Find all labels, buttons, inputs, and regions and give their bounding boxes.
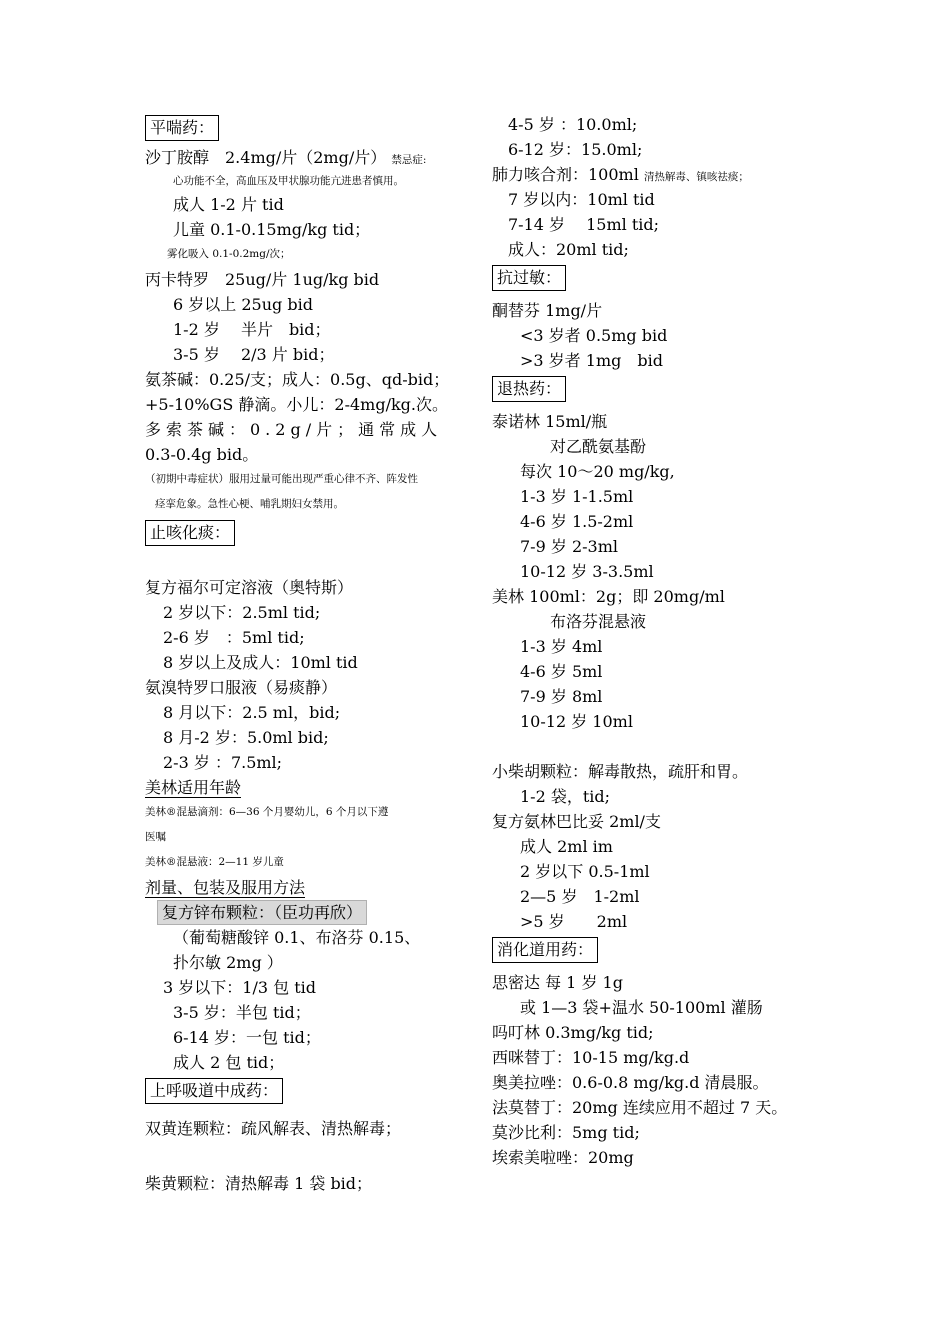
feili-adult: 成人：20ml tid; bbox=[508, 240, 629, 259]
overdose-note-2: 痉挛危象。急性心梗、哺乳期妇女禁用。 bbox=[155, 498, 344, 510]
tylenol-drug: 对乙酰氨基酚 bbox=[550, 437, 647, 456]
aminophylline-line-1: 氨茶碱：0.25/支；成人：0.5g、qd-bid； bbox=[145, 370, 450, 389]
ami-over-5: >5 岁 2ml bbox=[520, 912, 628, 931]
feili-line: 肺力咳合剂：100ml 清热解毒、镇咳祛痰； bbox=[492, 165, 749, 184]
zinc-adult: 成人 2 包 tid； bbox=[173, 1053, 285, 1072]
ami-adult: 成人 2ml im bbox=[520, 837, 613, 856]
pholcodine-title: 复方福尔可定溶液（奥特斯） bbox=[145, 578, 354, 597]
section-heading-antiallergy: 抗过敏： bbox=[492, 265, 566, 291]
motrin-suspension-age: 美林®混悬液：2—11 岁儿童 bbox=[145, 856, 284, 868]
feili-7-14: 7-14 岁 15ml tid; bbox=[508, 215, 660, 234]
aminophenazone: 复方氨林巴比妥 2ml/支 bbox=[492, 812, 661, 831]
salbutamol-child-dose: 儿童 0.1-0.15mg/kg tid； bbox=[173, 220, 371, 239]
zinc-composition-1: （葡萄糖酸锌 0.1、布洛芬 0.15、 bbox=[173, 928, 421, 947]
ketotifen: 酮替芬 1mg/片 bbox=[492, 301, 603, 320]
left-column bbox=[145, 112, 475, 1196]
section-heading-antipyretic: 退热药： bbox=[492, 376, 566, 402]
procaterol-1-2: 1-2 岁 半片 bid； bbox=[173, 320, 331, 339]
ambroxol-2-3: 2-3 岁 ：7.5ml; bbox=[163, 753, 283, 772]
ketotifen-over-3: >3 岁者 1mg bid bbox=[520, 351, 663, 370]
smecta-enema: 或 1—3 袋+温水 50-100ml 灌肠 bbox=[520, 998, 763, 1017]
tylenol-7-9: 7-9 岁 2-3ml bbox=[520, 537, 618, 556]
ambroxol-title: 氨溴特罗口服液（易痰静） bbox=[145, 678, 338, 697]
shuanghuanglian: 双黄连颗粒：疏风解表、清热解毒； bbox=[145, 1119, 402, 1138]
zinc-title: 复方锌布颗粒：（臣功再欣） bbox=[157, 900, 367, 925]
section-heading-digestive: 消化道用药： bbox=[492, 937, 598, 963]
motrin-10-12: 10-12 岁 10ml bbox=[520, 712, 633, 731]
procaterol-6plus: 6 岁以上 25ug bid bbox=[173, 295, 313, 314]
procaterol-3-5: 3-5 岁 2/3 片 bid； bbox=[173, 345, 335, 364]
pholcodine-under-2: 2 岁以下：2.5ml tid; bbox=[163, 603, 321, 622]
r-4-5: 4-5 岁 ：10.0ml; bbox=[508, 115, 638, 134]
tylenol: 泰诺林 15ml/瓶 bbox=[492, 412, 608, 431]
motrin-drops-age: 美林®混悬滴剂：6—36 个月婴幼儿，6 个月以下遵 bbox=[145, 806, 389, 818]
zinc-3-5: 3-5 岁：半包 tid； bbox=[173, 1003, 311, 1022]
procaterol-line: 丙卡特罗 25ug/片 1ug/kg bid bbox=[145, 270, 380, 289]
esomeprazole: 埃索美啦唑：20mg bbox=[492, 1148, 634, 1167]
motrin: 美林 100ml：2g；即 20mg/ml bbox=[492, 587, 725, 606]
tylenol-10-12: 10-12 岁 3-3.5ml bbox=[520, 562, 654, 581]
pholcodine-8-plus: 8 岁以上及成人：10ml tid bbox=[163, 653, 358, 672]
smecta: 思密达 每 1 岁 1g bbox=[492, 973, 623, 992]
right-column bbox=[492, 112, 842, 1170]
ketotifen-under-3: <3 岁者 0.5mg bid bbox=[520, 326, 668, 345]
motrin-4-6: 4-6 岁 5ml bbox=[520, 662, 603, 681]
feili-under-7: 7 岁以内：10ml tid bbox=[508, 190, 655, 209]
overdose-note-1: （初期中毒症状）服用过量可能出现严重心律不齐、阵发性 bbox=[145, 473, 418, 485]
xiaochaihu-dose: 1-2 袋，tid; bbox=[520, 787, 611, 806]
salbutamol-nebulizer: 雾化吸入 0.1-0.2mg/次； bbox=[167, 248, 291, 260]
tylenol-1-3: 1-3 岁 1-1.5ml bbox=[520, 487, 634, 506]
chaihuang: 柴黄颗粒：清热解毒 1 袋 bid； bbox=[145, 1174, 373, 1193]
domperidone: 吗叮林 0.3mg/kg tid; bbox=[492, 1023, 654, 1042]
motrin-age-title: 美林适用年龄 bbox=[145, 778, 242, 797]
section-heading-antiasthmatic: 平喘药： bbox=[145, 115, 219, 141]
doxofylline-line-1: 多索茶碱：0.2g/片；通常成人 bbox=[145, 420, 443, 439]
salbutamol-contraindication: 心功能不全，高血压及甲状腺功能亢进患者慎用。 bbox=[173, 175, 404, 187]
xiaochaihu: 小柴胡颗粒：解毒散热，疏肝和胃。 bbox=[492, 762, 749, 781]
motrin-drops-age-2: 医嘱 bbox=[145, 831, 166, 843]
doxofylline-line-2: 0.3-0.4g bid。 bbox=[145, 445, 259, 464]
tylenol-4-6: 4-6 岁 1.5-2ml bbox=[520, 512, 634, 531]
zinc-title-row bbox=[145, 900, 475, 925]
motrin-1-3: 1-3 岁 4ml bbox=[520, 637, 603, 656]
ami-2-5: 2—5 岁 1-2ml bbox=[520, 887, 640, 906]
aminophylline-line-2: +5-10%GS 静滴。小儿：2-4mg/kg.次。 bbox=[145, 395, 448, 414]
ambroxol-under-8m: 8 月以下：2.5 ml，bid; bbox=[163, 703, 341, 722]
zinc-6-14: 6-14 岁：一包 tid； bbox=[173, 1028, 321, 1047]
mosapride: 莫沙比利：5mg tid; bbox=[492, 1123, 640, 1142]
ami-under-2: 2 岁以下 0.5-1ml bbox=[520, 862, 650, 881]
omeprazole: 奥美拉唑：0.6-0.8 mg/kg.d 清晨服。 bbox=[492, 1073, 769, 1092]
salbutamol-adult-dose: 成人 1-2 片 tid bbox=[173, 195, 284, 214]
salbutamol-line: 沙丁胺醇 2.4mg/片（2mg/片） 禁忌症: bbox=[145, 148, 427, 167]
motrin-7-9: 7-9 岁 8ml bbox=[520, 687, 603, 706]
section-heading-antitussive: 止咳化痰： bbox=[145, 520, 235, 546]
ambroxol-8m-2y: 8 月-2 岁：5.0ml bid; bbox=[163, 728, 329, 747]
zinc-under-3: 3 岁以下：1/3 包 tid bbox=[163, 978, 316, 997]
zinc-composition-2: 扑尔敏 2mg ） bbox=[173, 953, 283, 972]
tylenol-dose: 每次 10～20 mg/kg, bbox=[520, 462, 675, 481]
dosage-title: 剂量、包装及服用方法 bbox=[145, 878, 306, 897]
section-heading-upper-respiratory: 上呼吸道中成药： bbox=[145, 1078, 283, 1104]
cimetidine: 西咪替丁：10-15 mg/kg.d bbox=[492, 1048, 690, 1067]
pholcodine-2-6: 2-6 岁 ：5ml tid; bbox=[163, 628, 305, 647]
r-6-12: 6-12 岁：15.0ml; bbox=[508, 140, 643, 159]
motrin-drug: 布洛芬混悬液 bbox=[550, 612, 647, 631]
famotidine: 法莫替丁：20mg 连续应用不超过 7 天。 bbox=[492, 1098, 788, 1117]
